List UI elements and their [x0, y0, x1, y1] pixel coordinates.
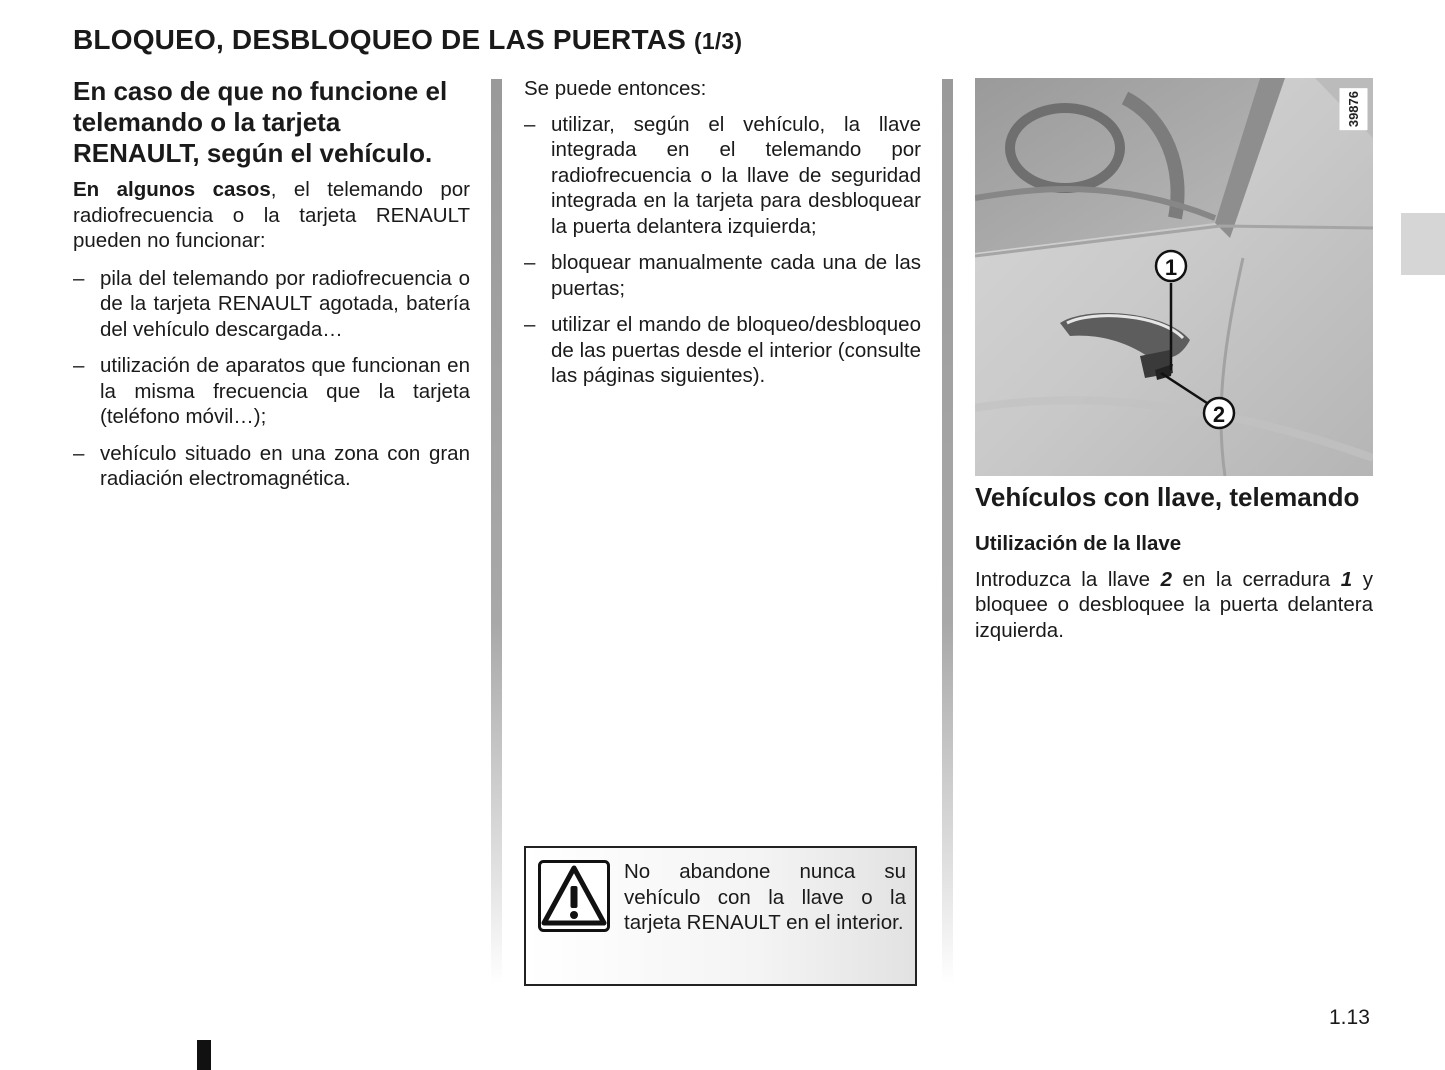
key-text-c: y bloquee o desbloquee la puerta delantera izquierda.	[975, 567, 1373, 642]
intro-bold: En algunos casos	[73, 178, 271, 201]
key-ref-2: 2	[1160, 567, 1172, 591]
column-right	[975, 78, 1373, 655]
print-crop-mark	[197, 1040, 211, 1070]
photo-reference-number: 39876	[1340, 88, 1368, 130]
key-text-a: Introduzca la llave	[975, 567, 1161, 591]
section-tab-marker	[1401, 213, 1445, 275]
page-number: 1.13	[1329, 1006, 1370, 1029]
column-left	[73, 76, 470, 503]
page-title-part: (1/3)	[693, 28, 743, 54]
page-title-text: BLOQUEO, DESBLOQUEO DE LAS PUERTAS	[73, 24, 686, 55]
intro-paragraph	[73, 177, 470, 254]
page-title	[73, 24, 742, 56]
door-handle-photo	[975, 78, 1373, 476]
section-heading-key: Vehículos con llave, telemando	[975, 482, 1360, 512]
subheading-key-use: Utilización de la llave	[975, 532, 1182, 555]
callout-2: 2	[1212, 402, 1226, 427]
column-separator-right	[942, 79, 953, 984]
column-middle	[524, 76, 921, 400]
lock-ref-1: 1	[1340, 567, 1353, 591]
warning-triangle-icon	[538, 860, 610, 932]
warning-box	[524, 846, 917, 986]
warning-text: No abandone nunca su vehículo con la llave o la tarjeta RENAULT en el interior.	[624, 860, 906, 934]
key-instructions	[975, 567, 1373, 644]
key-text-b: en la cerradura	[1171, 567, 1341, 591]
list-item: – utilizar, según el vehículo, la llave integrada en el telemando por radiofrecuencia o la llave de seguridad integrada en la tarjeta para desbloquear la puerta delantera izquierda;	[524, 112, 921, 240]
options-list	[524, 112, 921, 389]
list-item: – vehículo situado en una zona con gran radiación electromagnética.	[73, 441, 470, 492]
list-item: – bloquear manualmente cada una de las puertas;	[524, 250, 921, 301]
callout-1: 1	[1164, 255, 1178, 280]
section-heading-fallback: En caso de que no funcione el telemando o la tarjeta RENAULT, según el vehículo.	[73, 76, 448, 168]
list-item: – utilización de aparatos que funcionan en la misma frecuencia que la tarjeta (teléfono móvil…);	[73, 353, 470, 430]
options-intro: Se puede entonces:	[524, 77, 707, 100]
column-separator-left	[491, 79, 502, 984]
cause-list	[73, 266, 470, 492]
intro-text: , el telemando por radiofrecuencia o la tarjeta RENAULT pueden no funcionar:	[73, 178, 470, 252]
list-item: – pila del telemando por radiofrecuencia o de la tarjeta RENAULT agotada, batería del vehículo descargada…	[73, 266, 470, 343]
list-item: – utilizar el mando de bloqueo/desbloqueo de las puertas desde el interior (consulte las páginas siguientes).	[524, 312, 921, 389]
